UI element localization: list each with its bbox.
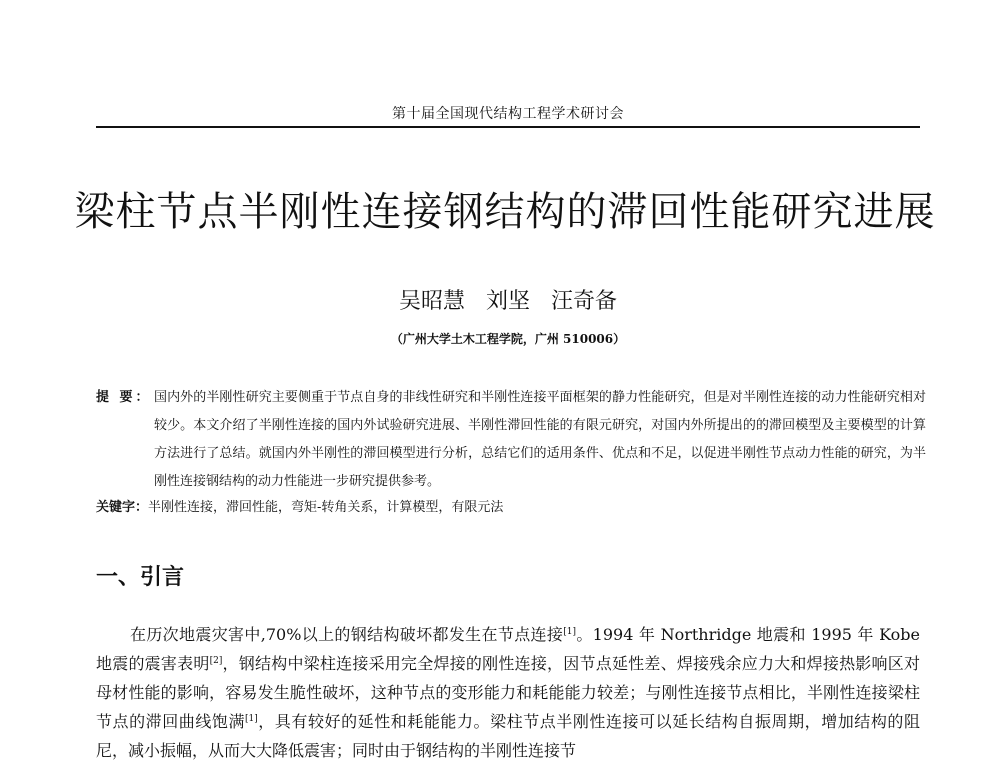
citation-ref: [2] [209, 656, 223, 666]
keywords-label: 关键字： [96, 500, 149, 515]
citation-ref: [1] [563, 627, 576, 637]
body-text-run: ，钢结构中梁柱连接采用完全焊接的刚性连接，因节点延性差、焊接残余应力大和焊接热影响区对母材性能的影响，容易发生脆性破坏，这种节点的变形能力和耗能能力较差；与刚性连接节点相比，半刚性连接梁柱节点的滞回曲线饱满 [96, 654, 920, 731]
body-text [96, 620, 920, 765]
paragraph [96, 620, 920, 765]
abstract-text: 国内外的半刚性研究主要侧重于节点自身的非线性研究和半刚性连接平面框架的静力性能研究，但是对半刚性连接的动力性能研究相对较少。本文介绍了半刚性连接的国内外试验研究进展、半刚性滞回性能的有限元研究，对国内外所提出的的滞回模型及主要模型的计算方法进行了总结。就国内外半刚性的滞回模型进行分析，总结它们的适用条件、优点和不足，以促进半刚性节点动力性能的研究，为半刚性连接钢结构的动力性能进一步研究提供参考。 [154, 390, 926, 489]
citation-ref: [1] [245, 714, 258, 724]
keywords-text: 半刚性连接，滞回性能，弯矩-转角关系，计算模型，有限元法 [148, 500, 504, 515]
keywords-block [96, 496, 926, 520]
paper-title: 梁柱节点半刚性连接钢结构的滞回性能研究进展 [74, 189, 936, 235]
section-heading: 一、引言 [96, 565, 185, 590]
abstract-block [96, 384, 926, 496]
header-rule [96, 126, 920, 128]
paper-authors: 吴昭慧 刘坚 汪奇备 [399, 289, 617, 314]
conference-header: 第十届全国现代结构工程学术研讨会 [392, 106, 624, 122]
body-text-run: 。1994 年 Northridge 地震和 1995 年 Kobe 地震的震害表明 [96, 625, 920, 673]
body-text-run: ，具有较好的延性和耗能能力。梁柱节点半刚性连接可以延长结构自振周期，增加结构的阻尼，减小振幅，从而大大降低震害；同时由于钢结构的半刚性连接节 [96, 712, 920, 760]
abstract-label: 提 要： [96, 390, 152, 405]
paper-affiliation: （广州大学土木工程学院，广州 510006） [390, 332, 626, 346]
body-text-run: 在历次地震灾害中,70%以上的钢结构破坏都发生在节点连接 [130, 625, 564, 644]
